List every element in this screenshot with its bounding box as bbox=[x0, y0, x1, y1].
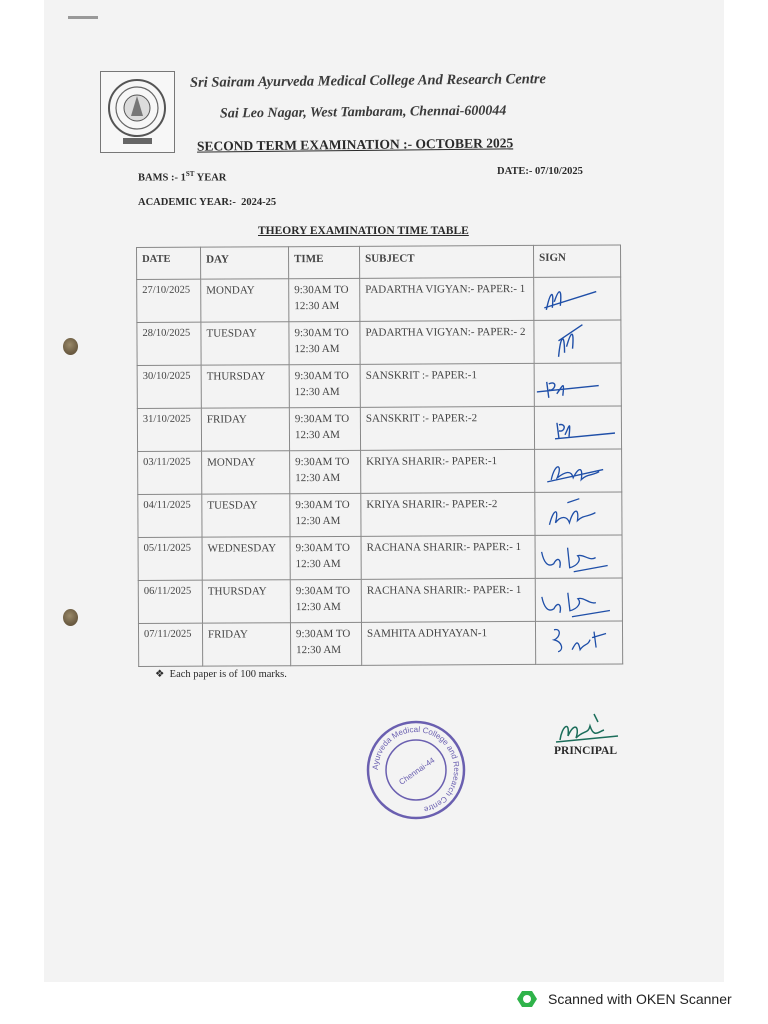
row-date: 03/11/2025 bbox=[138, 451, 202, 494]
row-date: 07/11/2025 bbox=[138, 623, 202, 666]
college-address: Sai Leo Nagar, West Tambaram, Chennai-600044 bbox=[219, 103, 507, 122]
row-date: 30/10/2025 bbox=[137, 365, 201, 408]
row-date: 04/11/2025 bbox=[138, 494, 202, 537]
college-name: Sri Sairam Ayurveda Medical College And Research Centre bbox=[189, 71, 547, 91]
row-subject: SANSKRIT :- PAPER:-1 bbox=[360, 363, 534, 407]
principal-label: PRINCIPAL bbox=[554, 745, 618, 757]
row-time: 9:30AM TO 12:30 AM bbox=[289, 364, 360, 407]
punch-hole bbox=[63, 338, 78, 355]
table-header-row bbox=[137, 245, 621, 280]
exam-title: SECOND TERM EXAMINATION :- OCTOBER 2025 bbox=[196, 135, 514, 154]
college-logo bbox=[100, 71, 175, 153]
row-time: 9:30AM TO 12:30 AM bbox=[290, 536, 361, 579]
row-signature bbox=[535, 535, 622, 578]
timetable-title: THEORY EXAMINATION TIME TABLE bbox=[258, 225, 469, 237]
row-signature bbox=[535, 449, 622, 492]
header-day: DAY bbox=[201, 247, 289, 279]
row-day: FRIDAY bbox=[201, 408, 289, 451]
table-row bbox=[137, 320, 621, 366]
row-time: 9:30AM TO 12:30 AM bbox=[290, 579, 361, 622]
footer-text: Scanned with OKEN Scanner bbox=[548, 991, 732, 1007]
row-day: MONDAY bbox=[202, 451, 290, 494]
punch-hole bbox=[63, 609, 78, 626]
college-seal bbox=[364, 718, 468, 827]
row-day: THURSDAY bbox=[201, 365, 289, 408]
signature-image bbox=[537, 494, 615, 534]
row-subject: SAMHITA ADHYAYAN-1 bbox=[361, 621, 535, 665]
row-date: 27/10/2025 bbox=[137, 279, 201, 322]
row-signature bbox=[535, 492, 622, 535]
table-row bbox=[138, 621, 622, 667]
row-signature bbox=[535, 621, 622, 664]
table-row bbox=[137, 406, 621, 452]
header-subject: SUBJECT bbox=[359, 245, 533, 278]
row-date: 28/10/2025 bbox=[137, 322, 201, 365]
row-time: 9:30AM TO 12:30 AM bbox=[289, 321, 360, 364]
table-row bbox=[138, 492, 622, 538]
table-row bbox=[137, 277, 621, 323]
row-day: TUESDAY bbox=[202, 494, 290, 537]
row-subject: PADARTHA VIGYAN:- PAPER:- 1 bbox=[360, 277, 534, 321]
row-signature bbox=[534, 277, 621, 320]
row-time: 9:30AM TO 12:30 AM bbox=[290, 622, 361, 665]
row-time: 9:30AM TO 12:30 AM bbox=[289, 407, 360, 450]
oken-logo-icon bbox=[516, 989, 538, 1009]
row-date: 05/11/2025 bbox=[138, 537, 202, 580]
row-day: MONDAY bbox=[201, 279, 289, 322]
row-day: WEDNESDAY bbox=[202, 537, 290, 580]
course-year: BAMS :- 1ST YEAR bbox=[138, 170, 227, 184]
bullet-icon: ❖ bbox=[155, 669, 165, 680]
row-subject: RACHANA SHARIR:- PAPER:- 1 bbox=[361, 578, 535, 622]
table-row bbox=[137, 363, 621, 409]
header-time: TIME bbox=[289, 246, 360, 278]
row-subject: SANSKRIT :- PAPER:-2 bbox=[360, 406, 534, 450]
row-day: THURSDAY bbox=[202, 580, 290, 623]
signature-image bbox=[538, 623, 616, 663]
seal-city: Chennai-44 bbox=[397, 755, 437, 787]
note: ❖ Each paper is of 100 marks. bbox=[155, 669, 287, 680]
table-row bbox=[138, 578, 622, 624]
signature-image bbox=[536, 322, 614, 362]
signature-image bbox=[537, 451, 615, 491]
row-signature bbox=[534, 363, 621, 406]
signature-image bbox=[538, 537, 616, 577]
row-subject: RACHANA SHARIR:- PAPER:- 1 bbox=[361, 535, 535, 579]
timetable-table bbox=[136, 244, 623, 667]
row-day: FRIDAY bbox=[202, 623, 290, 666]
table-row bbox=[138, 449, 622, 495]
row-time: 9:30AM TO 12:30 AM bbox=[290, 450, 361, 493]
row-time: 9:30AM TO 12:30 AM bbox=[290, 493, 361, 536]
academic-year: ACADEMIC YEAR:- 2024-25 bbox=[138, 197, 277, 208]
seal-text: Ayurveda Medical College and Research Centre bbox=[370, 724, 462, 815]
row-day: TUESDAY bbox=[201, 322, 289, 365]
row-time: 9:30AM TO 12:30 AM bbox=[289, 278, 360, 321]
signature-image bbox=[537, 408, 615, 448]
row-signature bbox=[534, 406, 621, 449]
signature-image bbox=[537, 365, 615, 405]
row-date: 06/11/2025 bbox=[138, 580, 202, 623]
row-subject: KRIYA SHARIR:- PAPER:-2 bbox=[361, 492, 535, 536]
signature-image bbox=[538, 580, 616, 620]
row-date: 31/10/2025 bbox=[137, 408, 201, 451]
table-row bbox=[138, 535, 622, 581]
scan-mark bbox=[68, 16, 98, 19]
row-signature bbox=[535, 578, 622, 621]
notice-date: DATE:- 07/10/2025 bbox=[497, 166, 583, 177]
header-date: DATE bbox=[137, 247, 201, 279]
header-sign: SIGN bbox=[533, 245, 620, 277]
signature-image bbox=[536, 279, 614, 319]
row-subject: PADARTHA VIGYAN:- PAPER:- 2 bbox=[360, 320, 534, 364]
scanner-footer bbox=[516, 989, 732, 1009]
row-subject: KRIYA SHARIR:- PAPER:-1 bbox=[361, 449, 535, 493]
row-signature bbox=[534, 320, 621, 363]
